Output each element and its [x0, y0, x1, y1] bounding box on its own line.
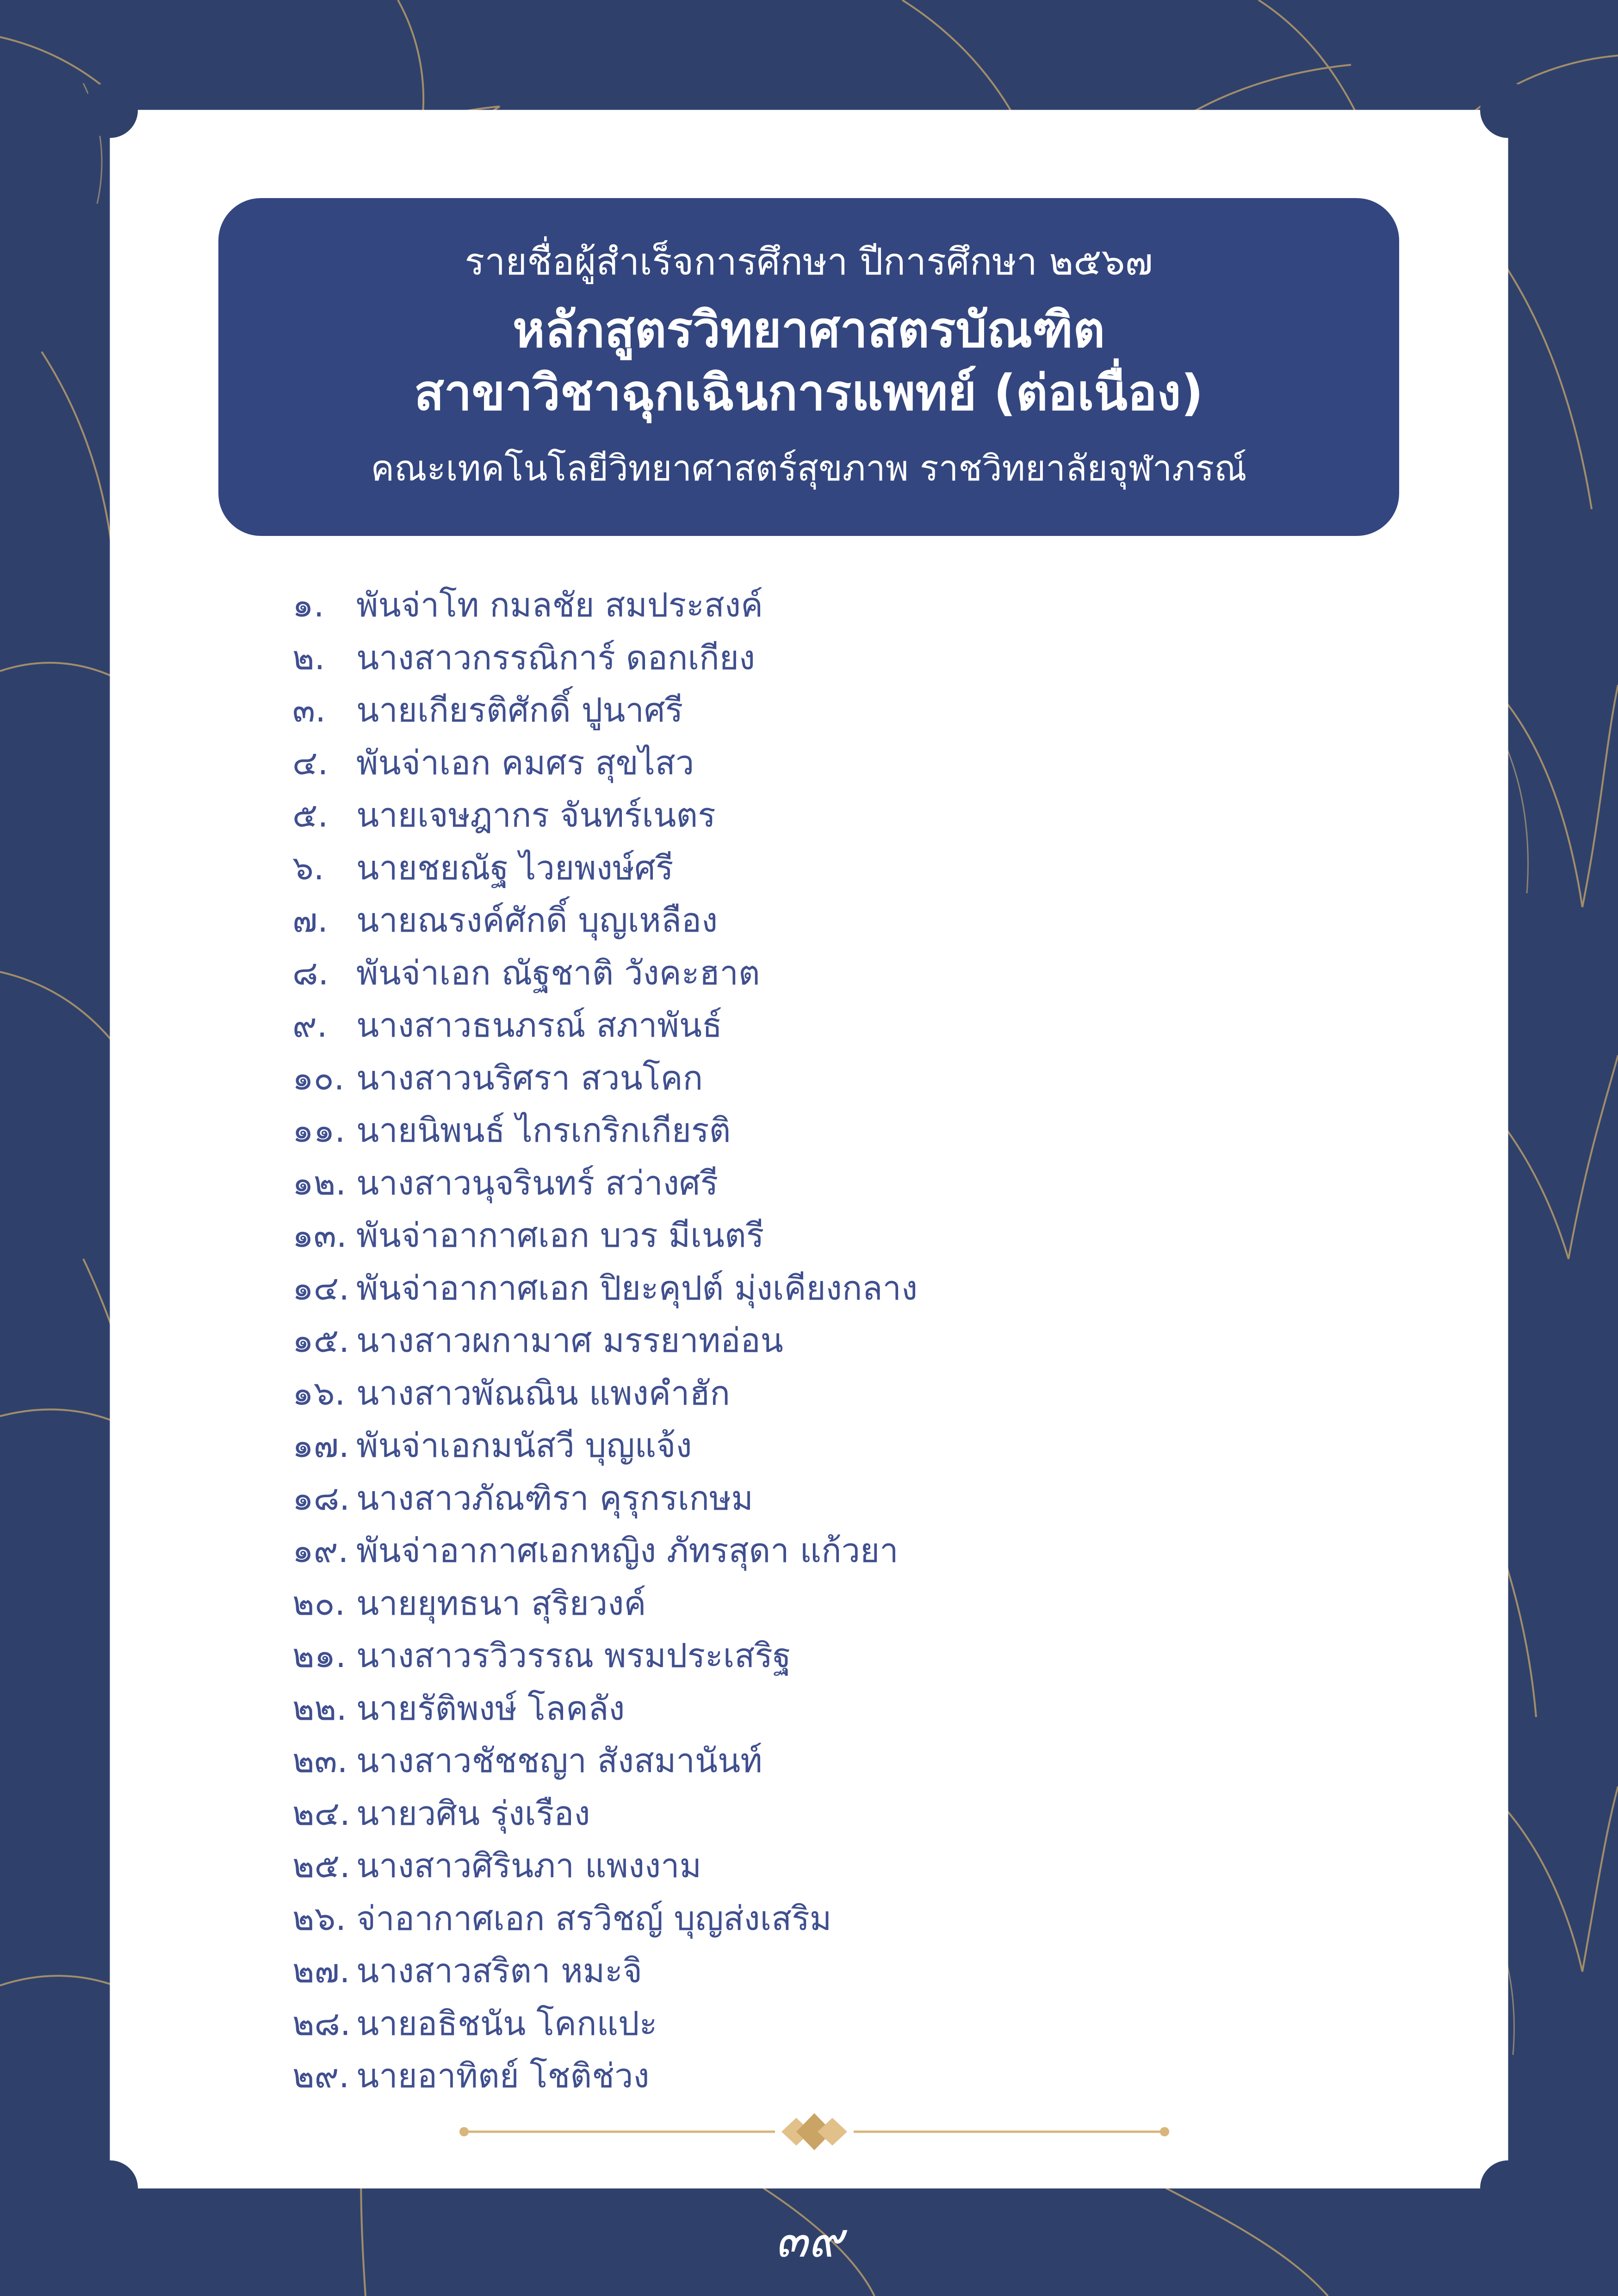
graduate-name: นางสาวกรรณิการ์ ดอกเกียง — [356, 638, 756, 677]
graduate-item — [292, 1004, 1357, 1057]
graduation-header-panel — [218, 198, 1399, 536]
graduate-number: ๒๓. — [292, 1741, 348, 1780]
card-corner-notch — [82, 82, 138, 138]
program-major: สาขาวิชาฉุกเฉินการแพทย์ (ต่อเนื่อง) — [414, 364, 1203, 421]
graduate-number: ๑๘. — [292, 1478, 350, 1518]
graduate-number: ๑๗. — [292, 1426, 349, 1465]
graduate-name: นางสาวสริตา หมะจิ — [356, 1951, 643, 1990]
graduate-number: ๓. — [292, 691, 326, 729]
graduate-name: นายวศิน รุ่งเรือง — [356, 1793, 590, 1833]
graduate-item — [292, 1267, 1357, 1320]
graduate-name: พันจ่าเอก ณัฐชาติ วังคะฮาต — [356, 953, 760, 992]
graduate-item — [292, 2055, 1357, 2108]
graduate-name: นายยุทธนา สุริยวงค์ — [356, 1583, 646, 1623]
graduate-number: ๑๕. — [292, 1321, 350, 1360]
graduate-number: ๑๔. — [292, 1268, 350, 1307]
graduate-item — [292, 637, 1357, 690]
graduate-name: นางสาวภัณฑิรา คุรุกรเกษม — [356, 1478, 753, 1518]
graduate-item — [292, 1898, 1357, 1950]
graduate-name: นายเกียรติศักดิ์ ปูนาศรี — [356, 691, 683, 729]
graduate-name: นางสาวชัชชญา สังสมานันท์ — [356, 1741, 763, 1780]
graduate-number: ๒๒. — [292, 1688, 347, 1728]
graduate-number: ๑. — [292, 585, 324, 624]
graduate-name: นายอาทิตย์ โชติช่วง — [356, 2056, 650, 2095]
graduate-number: ๑๑. — [292, 1111, 346, 1150]
graduate-item — [292, 847, 1357, 900]
graduate-item — [292, 1845, 1357, 1898]
graduate-name: พันจ่าเอกมนัสวี บุญแจ้ง — [356, 1426, 692, 1465]
graduate-name: นายนิพนธ์ ไกรเกริกเกียรติ — [356, 1111, 731, 1150]
graduate-item — [292, 1319, 1357, 1372]
graduate-name-list — [292, 584, 1357, 2108]
graduate-name: นางสาวนริศรา สวนโคก — [356, 1058, 703, 1097]
graduate-number: ๗. — [292, 901, 329, 940]
graduate-name: พันจ่าอากาศเอก บวร มีเนตรี — [356, 1216, 764, 1255]
graduate-item — [292, 899, 1357, 952]
page-number: ๓๙ — [775, 2212, 843, 2268]
card-corner-notch — [82, 2160, 138, 2216]
graduate-item — [292, 1740, 1357, 1792]
graduate-number: ๒๖. — [292, 1898, 347, 1938]
faculty-name: คณะเทคโนโลยีวิทยาศาสตร์สุขภาพ ราชวิทยาลัยจุฬาภรณ์ — [371, 448, 1247, 489]
graduate-name: นางสาวธนภรณ์ สภาพันธ์ — [356, 1006, 723, 1045]
graduate-name: พันจ่าอากาศเอก ปิยะคุปต์ มุ่งเคียงกลาง — [356, 1268, 918, 1307]
graduate-item — [292, 1687, 1357, 1740]
graduate-number: ๔. — [292, 743, 329, 782]
graduate-item — [292, 1530, 1357, 1582]
graduate-name: จ่าอากาศเอก สรวิชญ์ บุญส่งเสริม — [356, 1898, 832, 1938]
graduate-name: นายเจษฎากร จันทร์เนตร — [356, 796, 716, 834]
graduate-item — [292, 1635, 1357, 1687]
graduate-item — [292, 952, 1357, 1005]
graduate-item — [292, 1109, 1357, 1162]
graduate-name: พันจ่าเอก คมศร สุขไสว — [356, 743, 694, 782]
graduate-item — [292, 1950, 1357, 2003]
graduate-name: พันจ่าอากาศเอกหญิง ภัทรสุดา แก้วยา — [356, 1531, 899, 1570]
graduate-name: นางสาวศิรินภา แพงงาม — [356, 1846, 702, 1885]
graduate-item — [292, 1057, 1357, 1110]
graduate-name: นางสาวพัณณิน แพงคำฮัก — [356, 1373, 730, 1412]
graduate-number: ๒๘. — [292, 2004, 351, 2043]
card-corner-notch — [1480, 2160, 1536, 2216]
graduate-name: นางสาวผกามาศ มรรยาทอ่อน — [356, 1321, 783, 1360]
graduate-name: นายอธิชนัน โคกแปะ — [356, 2004, 657, 2043]
graduate-number: ๖. — [292, 848, 324, 887]
graduate-item — [292, 689, 1357, 742]
graduate-item — [292, 1214, 1357, 1267]
graduate-name: นายชยณัฐ ไวยพงษ์ศรี — [356, 848, 674, 887]
graduate-name: นายรัติพงษ์ โลคลัง — [356, 1688, 625, 1728]
graduate-item — [292, 1162, 1357, 1215]
graduate-item — [292, 1477, 1357, 1530]
graduate-item — [292, 1372, 1357, 1425]
graduate-number: ๑๖. — [292, 1373, 346, 1412]
graduate-number: ๒๕. — [292, 1846, 350, 1885]
graduate-number: ๕. — [292, 796, 329, 834]
graduate-number: ๑๓. — [292, 1216, 347, 1255]
graduate-number: ๒๔. — [292, 1793, 350, 1833]
graduate-item — [292, 794, 1357, 847]
graduate-name: พันจ่าโท กมลชัย สมประสงค์ — [356, 585, 763, 624]
program-title: หลักสูตรวิทยาศาสตรบัณฑิต — [512, 301, 1105, 358]
gold-diamond-ornament-icon — [456, 2110, 1173, 2153]
graduate-item — [292, 1582, 1357, 1635]
graduate-item — [292, 2003, 1357, 2055]
graduate-number: ๒. — [292, 638, 325, 677]
graduate-item — [292, 742, 1357, 795]
graduate-name: นางสาวนุจรินทร์ สว่างศรี — [356, 1163, 719, 1202]
graduate-number: ๑๙. — [292, 1531, 349, 1570]
graduate-number: ๘. — [292, 953, 329, 992]
graduate-number: ๑๒. — [292, 1163, 347, 1202]
graduate-item — [292, 1792, 1357, 1845]
graduate-name: นายณรงค์ศักดิ์ บุญเหลือง — [356, 901, 718, 940]
card-corner-notch — [1480, 82, 1536, 138]
graduate-number: ๒๐. — [292, 1583, 346, 1623]
graduate-item — [292, 584, 1357, 637]
graduate-number: ๑๐. — [292, 1058, 345, 1097]
header-subtitle: รายชื่อผู้สำเร็จการศึกษา ปีการศึกษา ๒๕๖๗ — [465, 240, 1153, 283]
graduate-number: ๒๙. — [292, 2056, 350, 2095]
graduate-item — [292, 1425, 1357, 1477]
graduate-number: ๙. — [292, 1006, 328, 1045]
graduate-name: นางสาวรวิวรรณ พรมประเสริฐ — [356, 1636, 791, 1675]
graduate-number: ๒๗. — [292, 1951, 350, 1990]
graduate-number: ๒๑. — [292, 1636, 347, 1675]
